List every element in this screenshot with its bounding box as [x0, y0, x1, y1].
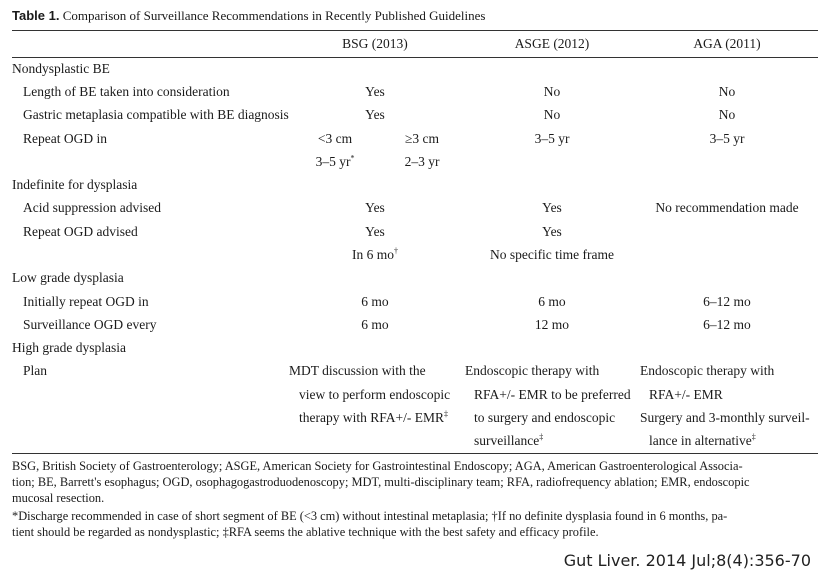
cell-bsg-plan-line: view to perform endoscopic [299, 387, 451, 402]
cell-asge: 6 mo [538, 294, 566, 309]
table-label: Table 1. [12, 8, 60, 23]
row-label-surveillance: Surveillance OGD every [23, 317, 157, 332]
aga-plan-line: lance in alternative [649, 433, 752, 448]
row-label-acid: Acid suppression advised [23, 200, 161, 215]
cell-bsg: Yes [365, 107, 385, 122]
bsg-plan-line: therapy with RFA+/- EMR [299, 410, 444, 425]
cell-bsg-plan-last [299, 410, 448, 426]
footnote-mark: ‡ [539, 432, 544, 442]
top-rule [12, 30, 818, 31]
bottom-rule [12, 453, 818, 454]
row-label-length: Length of BE taken into consideration [23, 84, 230, 99]
cell-bsg-long-val: 2–3 yr [404, 154, 440, 169]
cell-bsg-short-head: <3 cm [317, 131, 353, 146]
bsg-timing-value: In 6 mo [352, 247, 394, 262]
footnote-note-line: *Discharge recommended in case of short segment of BE (<3 cm) without intestinal metaplasia; †If no definite dysplasia found in 6 months, pa- [12, 509, 728, 523]
cell-asge-timing: No specific time frame [489, 247, 615, 262]
cell-aga-plan-line: Surgery and 3-monthly surveil- [640, 410, 810, 425]
cell-bsg: Yes [365, 200, 385, 215]
cell-asge: No [543, 107, 561, 122]
cell-asge-plan-line: to surgery and endoscopic [474, 410, 616, 425]
cell-aga-plan-line: RFA+/- EMR [649, 387, 723, 402]
cell-aga: 6–12 mo [703, 294, 751, 309]
section-title-nondysplastic: Nondysplastic BE [12, 61, 110, 76]
section-title-indefinite: Indefinite for dysplasia [12, 177, 138, 192]
table-title: Comparison of Surveillance Recommendations in Recently Published Guidelines [62, 8, 486, 23]
section-title-low: Low grade dysplasia [12, 270, 124, 285]
cell-asge: Yes [542, 224, 562, 239]
table-caption [12, 8, 486, 24]
cell-asge: 3–5 yr [534, 131, 570, 146]
cell-asge-plan-last [474, 433, 543, 449]
cell-bsg: Yes [365, 84, 385, 99]
column-header-asge: ASGE (2012) [514, 36, 590, 51]
cell-bsg-plan-line: MDT discussion with the [289, 363, 426, 378]
citation: Gut Liver. 2014 Jul;8(4):356-70 [563, 551, 811, 570]
footnote-abbr-line: tion; BE, Barrett's esophagus; OGD, osophagogastroduodenoscopy; MDT, multi-disciplinary team; RFA, radiofrequency ablation; EMR, endoscopic [12, 475, 750, 489]
asge-plan-line: surveillance [474, 433, 540, 448]
cell-bsg-long-head: ≥3 cm [404, 131, 440, 146]
header-rule [12, 57, 818, 58]
section-title-high: High grade dysplasia [12, 340, 126, 355]
footnote-mark: † [394, 246, 398, 256]
row-label-repeat-advised: Repeat OGD advised [23, 224, 138, 239]
cell-bsg: 6 mo [361, 317, 389, 332]
row-label-repeat-ogd: Repeat OGD in [23, 131, 107, 146]
cell-bsg-timing [300, 247, 450, 263]
footnote-mark: * [350, 153, 355, 163]
cell-asge-plan-line: Endoscopic therapy with [465, 363, 600, 378]
cell-bsg-short-val [305, 154, 365, 170]
footnote-abbr-line: BSG, British Society of Gastroenterology; ASGE, American Society for Gastrointestinal Endoscopy; AGA, American Gastroenterological Associa- [12, 459, 743, 473]
cell-aga: No recommendation made [655, 200, 799, 215]
cell-asge-plan-line: RFA+/- EMR to be preferred [474, 387, 631, 402]
cell-asge: No [543, 84, 561, 99]
cell-aga: No [718, 84, 736, 99]
cell-bsg: 6 mo [361, 294, 389, 309]
column-header-bsg: BSG (2013) [342, 36, 408, 51]
cell-asge: Yes [542, 200, 562, 215]
footnote-note-line: tient should be regarded as nondysplastic; ‡RFA seems the ablative technique with the best safety and efficacy profile. [12, 525, 599, 539]
footnote-abbr-line: mucosal resection. [12, 491, 105, 505]
cell-aga: 6–12 mo [703, 317, 751, 332]
cell-aga: No [718, 107, 736, 122]
bsg-short-value: 3–5 yr [315, 154, 351, 169]
cell-aga-plan-line: Endoscopic therapy with [640, 363, 775, 378]
cell-bsg: Yes [365, 224, 385, 239]
row-label-gastric: Gastric metaplasia compatible with BE diagnosis [23, 107, 289, 122]
cell-aga: 3–5 yr [709, 131, 745, 146]
row-label-plan: Plan [23, 363, 48, 378]
footnote-mark: ‡ [751, 432, 756, 442]
column-header-aga: AGA (2011) [693, 36, 761, 51]
cell-asge: 12 mo [534, 317, 570, 332]
footnote-mark: ‡ [443, 409, 448, 419]
row-label-initial: Initially repeat OGD in [23, 294, 149, 309]
cell-aga-plan-last [649, 433, 756, 449]
